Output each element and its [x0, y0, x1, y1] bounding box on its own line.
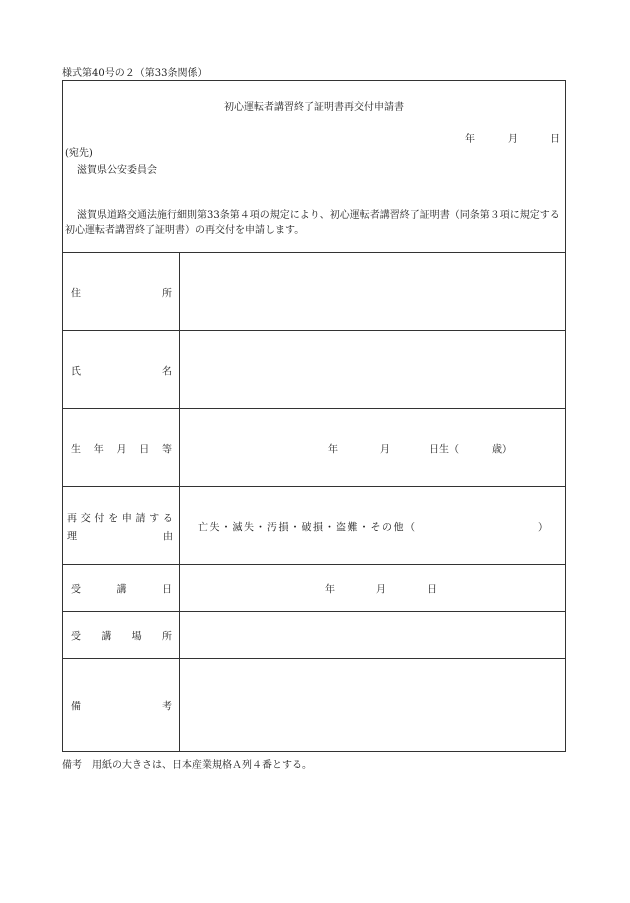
application-form: [62, 80, 566, 752]
label-char: 備: [71, 701, 81, 713]
name-field[interactable]: [180, 331, 565, 408]
label-char: 日: [162, 584, 172, 596]
addressee-label: (宛先): [65, 148, 93, 159]
course-date-label-cell: [63, 565, 180, 611]
birth-label-cell: [63, 409, 180, 486]
document-title: 初心運転者講習終了証明書再交付申請書: [224, 102, 404, 113]
label-char: す: [149, 513, 160, 524]
remarks-label-cell: [63, 659, 180, 751]
reason-label-cell: [63, 487, 180, 564]
label-char: 等: [162, 444, 172, 455]
name-label-cell: [63, 331, 180, 408]
label-char: 考: [162, 701, 172, 713]
course-date-label: [71, 581, 172, 596]
remarks-label: [71, 698, 172, 713]
birth-day-unit: 日生（: [429, 444, 459, 455]
address-label: [71, 284, 172, 299]
course-month-unit: 月: [376, 584, 386, 596]
addressee-name: 滋賀県公安委員会: [77, 165, 157, 176]
label-char: 講: [101, 631, 112, 643]
date-month-label: 月: [508, 134, 518, 145]
remarks-field[interactable]: [180, 659, 565, 751]
reason-field[interactable]: [180, 487, 565, 564]
label-char: 住: [71, 288, 81, 299]
address-field[interactable]: [180, 253, 565, 330]
course-year-unit: 年: [325, 584, 335, 596]
label-char: 所: [161, 631, 172, 643]
birth-row: [63, 409, 565, 487]
remarks-row: [63, 659, 565, 751]
footnote: 備考 用紙の大きさは、日本産業規格Ａ列４番とする。: [62, 760, 312, 771]
reason-other-close: ）: [538, 522, 548, 533]
label-char: る: [162, 513, 173, 524]
birth-label: [71, 440, 172, 455]
date-year-label: 年: [465, 134, 475, 145]
form-reference: 様式第40号の２（第33条関係）: [62, 68, 208, 79]
course-place-field[interactable]: [180, 612, 565, 658]
label-char: 年: [93, 444, 104, 455]
label-char: 場: [131, 631, 142, 643]
birth-year-unit: 年: [328, 444, 338, 455]
course-date-row: [63, 565, 565, 612]
label-char: 再: [67, 513, 77, 524]
label-char: 理: [67, 531, 77, 542]
course-place-label: [71, 628, 172, 643]
label-char: 交: [80, 513, 91, 524]
label-char: 氏: [71, 366, 81, 377]
form-header: [63, 81, 565, 253]
reason-options: 亡失・滅失・汚損・破損・盗難・その他（: [198, 522, 417, 533]
course-place-label-cell: [63, 612, 180, 658]
name-label: [71, 362, 172, 377]
address-label-cell: [63, 253, 180, 330]
application-statement: 滋賀県道路交通法施行細則第33条第４項の規定により、初心運転者講習終了証明書（同条第３項に規定する初心運転者講習終了証明書）の再交付を申請します。: [65, 210, 560, 236]
label-char: 受: [71, 584, 81, 596]
course-day-unit: 日: [427, 584, 437, 596]
label-char: 名: [162, 366, 172, 377]
label-char: 月: [116, 444, 127, 455]
reason-row: [63, 487, 565, 565]
label-char: 請: [135, 513, 146, 524]
label-char: 由: [163, 531, 173, 542]
label-char: 日: [139, 444, 150, 455]
label-char: を: [108, 513, 119, 524]
course-date-field[interactable]: [180, 565, 565, 611]
label-char: 申: [121, 513, 132, 524]
label-char: 講: [116, 584, 127, 596]
name-row: [63, 331, 565, 409]
date-day-label: 日: [550, 134, 560, 145]
birth-month-unit: 月: [380, 444, 390, 455]
address-row: [63, 253, 565, 331]
label-char: 受: [71, 631, 81, 643]
label-char: 生: [71, 444, 81, 455]
course-place-row: [63, 612, 565, 659]
age-unit: 歳）: [492, 444, 512, 455]
birth-field[interactable]: [180, 409, 565, 486]
label-char: 所: [162, 288, 172, 299]
label-char: 付: [94, 513, 105, 524]
reason-label: [67, 509, 173, 542]
